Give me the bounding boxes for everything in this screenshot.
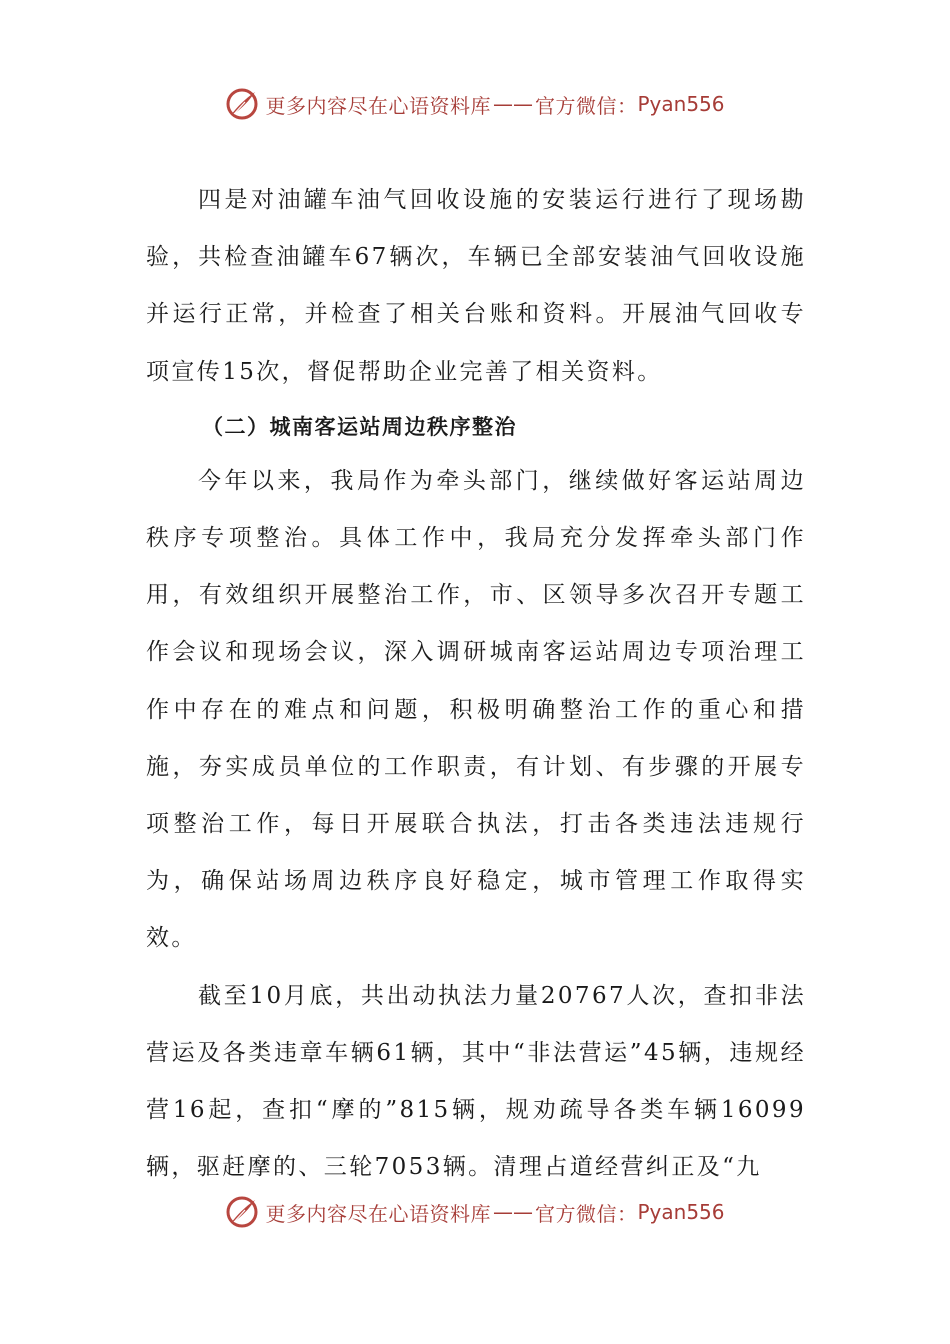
watermark-separator: —— [492,1200,533,1224]
watermark-text: 更多内容尽在心语资料库 [265,1201,491,1226]
paragraph-enforcement-statistics: 截至10月底，共出动执法力量20767人次，查扣非法营运及各类违章车辆61辆，其中“非法营运”45辆，违规经营16起，查扣“摩的”815辆，规劝疏导各类车辆16099辆，驱赶摩的、三轮7053辆。清理占道经营纠正及“九 [146,982,806,1181]
watermark-wechat-id: Pyan556 [637,1200,725,1224]
header-watermark-banner [0,82,950,126]
watermark-separator: —— [492,92,533,116]
footer-watermark-banner [0,1190,950,1234]
section-heading-2: （二）城南客运站周边秩序整治 [202,414,517,439]
quill-feather-logo-icon [225,1195,259,1229]
paragraph-oil-gas-recovery: 四是对油罐车油气回收设施的安装运行进行了现场勘验，共检查油罐车67辆次，车辆已全部安装油气回收设施并运行正常，并检查了相关台账和资料。开展油气回收专项宣传15次，督促帮助企业完善了相关资料。 [146,187,806,385]
paragraph-station-rectification: 今年以来，我局作为牵头部门，继续做好客运站周边秩序专项整治。具体工作中，我局充分发挥牵头部门作用，有效组织开展整治工作，市、区领导多次召开专题工作会议和现场会议，深入调研城南客运站周边专项治理工作中存在的难点和问题，积极明确整治工作的重心和措施，夯实成员单位的工作职责，有计划、有步骤的开展专项整治工作，每日开展联合执法，打击各类违法违规行为，确保站场周边秩序良好稳定，城市管理工作取得实效。 [146,467,806,952]
document-body [146,172,806,1196]
watermark-wechat-label: 官方微信： [534,93,638,118]
quill-feather-logo-icon [225,87,259,121]
watermark-wechat-label: 官方微信： [534,1201,638,1226]
watermark-text: 更多内容尽在心语资料库 [265,93,491,118]
watermark-wechat-id: Pyan556 [637,92,725,116]
